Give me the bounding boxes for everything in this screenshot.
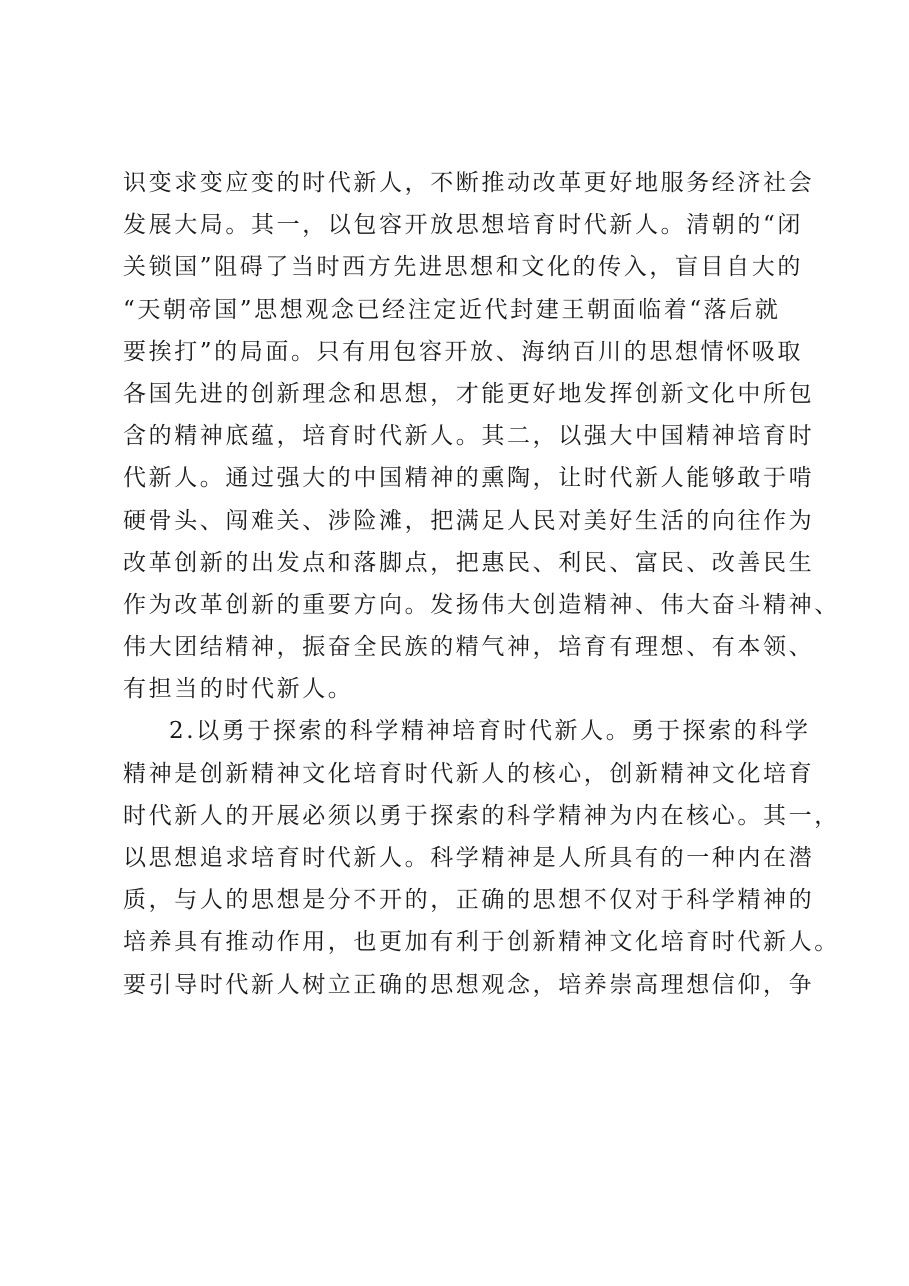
- text-line: 识变求变应变的时代新人，不断推动改革更好地服务经济社会: [123, 170, 815, 196]
- body-text: [123, 162, 840, 1006]
- text-line: 要挨打”的局面。只有用包容开放、海纳百川的思想情怀吸取: [123, 338, 803, 365]
- text-line: 代新人。通过强大的中国精神的熏陶，让时代新人能够敢于啃: [123, 465, 815, 492]
- text-line: 改革创新的出发点和落脚点，把惠民、利民、富民、改善民生: [123, 549, 815, 576]
- text-line: 有担当的时代新人。: [123, 676, 354, 703]
- text-line: 作为改革创新的重要方向。发扬伟大创造精神、伟大奋斗精神、: [123, 591, 840, 618]
- text-line: 各国先进的创新理念和思想，才能更好地发挥创新文化中所包: [123, 380, 815, 407]
- text-line: 以思想追求培育时代新人。科学精神是人所具有的一种内在潜: [123, 845, 815, 871]
- text-line: “天朝帝国”思想观念已经注定近代封建王朝面临着“落后就: [123, 296, 781, 323]
- text-line: 硬骨头、闯难关、涉险滩，把满足人民对美好生活的向往作为: [123, 507, 815, 534]
- text-line: 精神是创新精神文化培育时代新人的核心，创新精神文化培育: [123, 760, 815, 787]
- text-line: 时代新人的开展必须以勇于探索的科学精神为内在核心。其一，: [123, 802, 840, 829]
- text-line: 质，与人的思想是分不开的，正确的思想不仅对于科学精神的: [123, 887, 815, 914]
- text-line: 要引导时代新人树立正确的思想观念，培养崇高理想信仰，争: [123, 971, 815, 998]
- text-line: 关锁国”阻碍了当时西方先进思想和文化的传入，盲目自大的: [123, 254, 803, 281]
- text-line: 发展大局。其一，以包容开放思想培育时代新人。清朝的“闭: [123, 212, 803, 239]
- text-line: 培养具有推动作用，也更加有利于创新精神文化培育时代新人。: [123, 929, 840, 956]
- text-line: 含的精神底蕴，培育时代新人。其二，以强大中国精神培育时: [123, 423, 815, 450]
- text-line: 伟大团结精神，振奋全民族的精气神，培育有理想、有本领、: [123, 634, 815, 661]
- paragraph-first-line: 2.以勇于探索的科学精神培育时代新人。勇于探索的科学: [169, 718, 811, 745]
